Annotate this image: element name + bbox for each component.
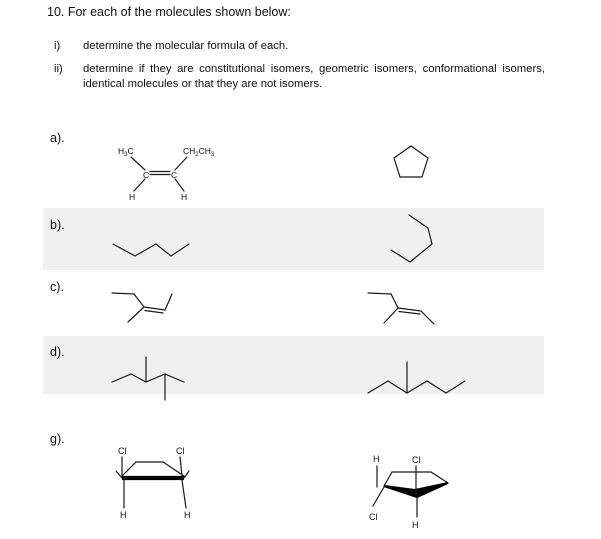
ring-right-tip bbox=[184, 471, 189, 478]
question-title: 10. For each of the molecules shown below: bbox=[47, 5, 291, 19]
row-label-c: c). bbox=[50, 280, 64, 294]
molecule-d-right-chain bbox=[368, 381, 465, 393]
molecule-b-left bbox=[113, 244, 189, 256]
atom-g-right-cl-top: Cl bbox=[412, 455, 421, 465]
molecule-a-right-cyclopentane bbox=[394, 146, 428, 177]
molecule-c-left-branch bbox=[165, 294, 172, 310]
atom-g-left-cl2: Cl bbox=[176, 446, 185, 456]
ring-left-tip bbox=[116, 471, 122, 478]
atom-g-left-h2: H bbox=[184, 510, 191, 520]
bond-ch2ch3-c2 bbox=[175, 157, 187, 170]
molecule-c-left-double-1 bbox=[144, 307, 165, 310]
row-label-g: g). bbox=[50, 432, 65, 446]
atom-h-right: H bbox=[181, 192, 188, 202]
ring-back bbox=[122, 462, 184, 476]
atom-h3c: $H_3C$ bbox=[118, 146, 134, 158]
row-label-b: b). bbox=[50, 218, 65, 232]
atom-c2: C bbox=[171, 170, 178, 180]
molecule-d-left-chain bbox=[112, 374, 184, 382]
molecule-c-right-double-1 bbox=[398, 308, 421, 311]
molecule-a-left bbox=[118, 146, 215, 202]
molecule-d-left bbox=[112, 357, 184, 400]
atom-h-left: H bbox=[129, 192, 136, 202]
atom-c1: C bbox=[143, 170, 150, 180]
atom-ch2ch3: $CH_2CH_3$ bbox=[183, 146, 215, 158]
bond-h3c-c1 bbox=[131, 157, 145, 170]
bond-c1-h bbox=[134, 179, 145, 191]
molecule-c-right-branch bbox=[421, 311, 434, 324]
instruction-1-text: determine the molecular formula of each. bbox=[83, 40, 289, 52]
molecule-c-left-double-2 bbox=[145, 311, 163, 314]
row-label-d: d). bbox=[50, 345, 65, 359]
atom-g-right-cl-bottom: Cl bbox=[369, 512, 378, 522]
bond-h2 bbox=[182, 480, 186, 508]
molecule-d-right bbox=[368, 362, 465, 393]
instruction-2-number: ii) bbox=[54, 63, 63, 75]
bond-c2-h bbox=[175, 179, 184, 191]
molecule-c-right-chain bbox=[368, 293, 398, 323]
atom-g-right-h-bottom: H bbox=[412, 520, 419, 530]
molecule-g-right bbox=[369, 454, 448, 530]
molecule-c-left-chain bbox=[112, 293, 144, 322]
molecule-b-right bbox=[391, 215, 432, 262]
instruction-2-text: determine if they are constitutional isomers, geometric isomers, conformational isomers, identical molecules or that they are not isomers. bbox=[83, 63, 545, 90]
molecule-c-right-double-2 bbox=[399, 312, 420, 315]
atom-g-right-h-top: H bbox=[373, 454, 380, 464]
instruction-1-number: i) bbox=[54, 40, 61, 52]
bond-cl-bottom bbox=[373, 487, 384, 506]
row-label-a: a). bbox=[50, 131, 65, 145]
atom-g-left-h1: H bbox=[120, 510, 127, 520]
molecule-c-left bbox=[112, 293, 172, 322]
molecule-c-right bbox=[368, 293, 434, 324]
atom-g-left-cl1: Cl bbox=[118, 446, 127, 456]
molecule-g-left bbox=[116, 446, 191, 520]
